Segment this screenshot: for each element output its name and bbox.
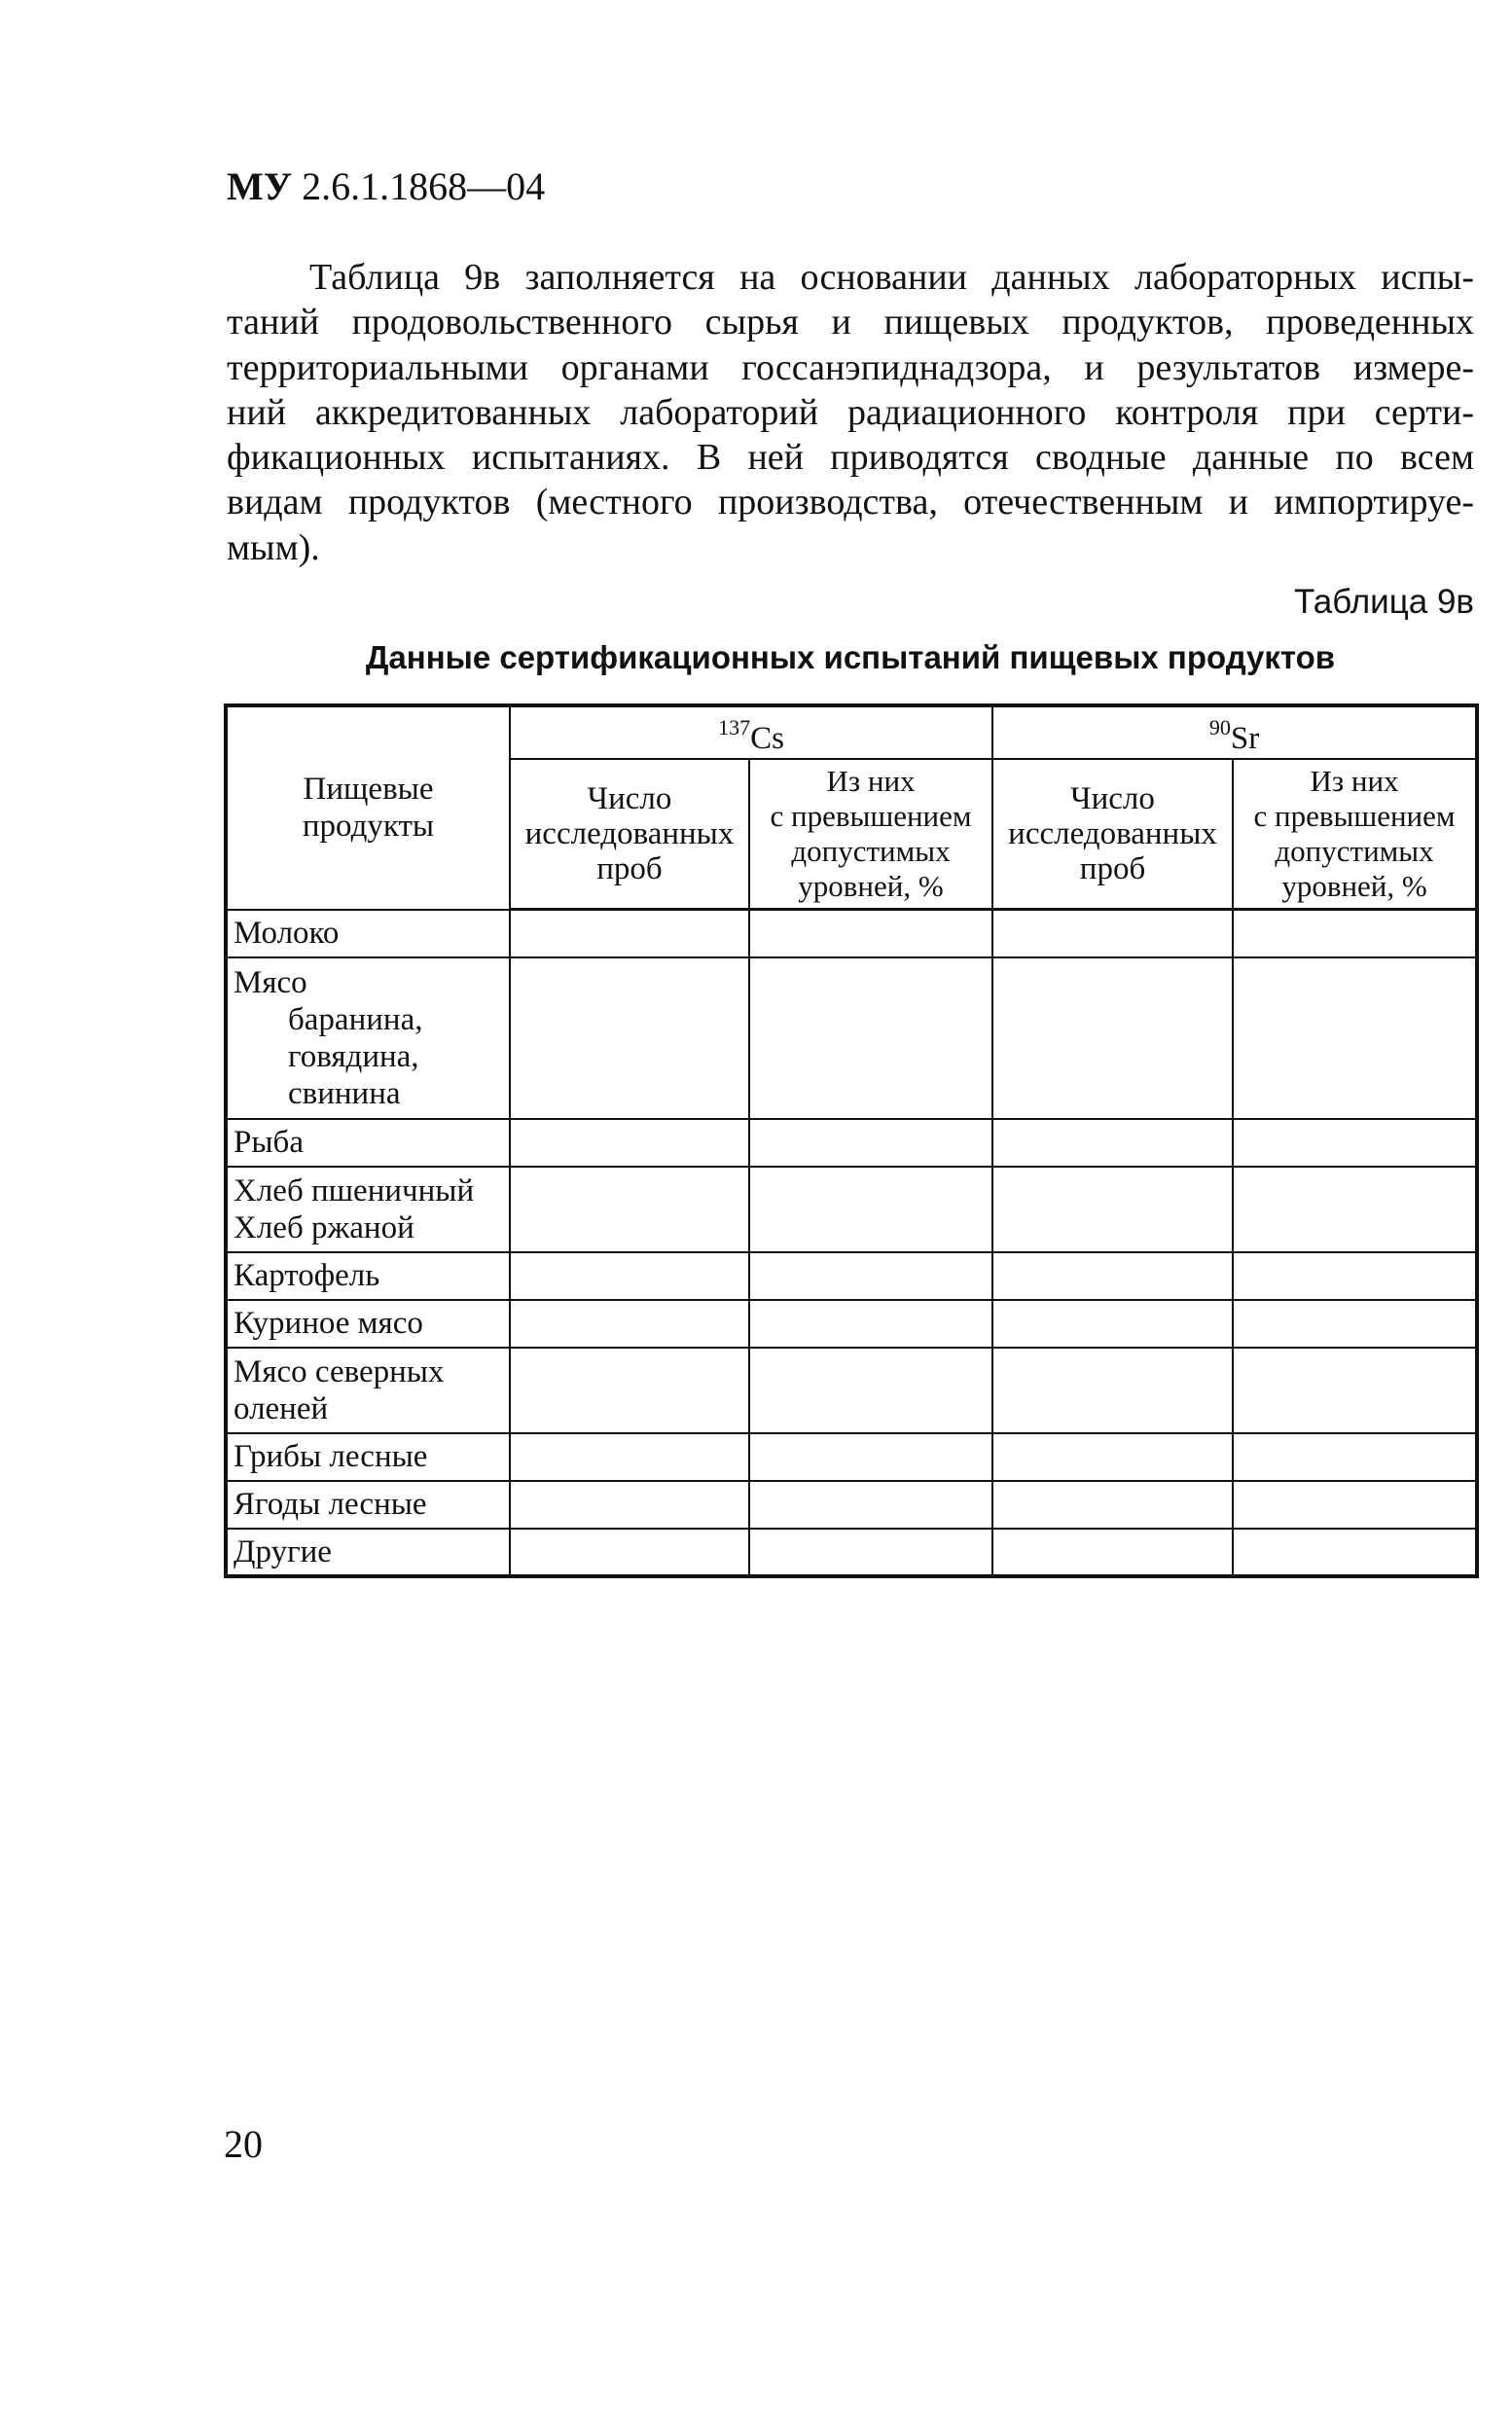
product-name: Ягоды лесные [226, 1481, 510, 1529]
cs-exceed-cell [749, 1481, 992, 1529]
intro-line: мым). [227, 526, 320, 568]
sr-sample-count-cell [992, 957, 1233, 1119]
cs-sample-count-cell [510, 1252, 749, 1300]
product-name: Рыба [226, 1119, 510, 1167]
sr-sample-count-cell [992, 1119, 1233, 1167]
table-header-row-isotopes [226, 705, 1477, 759]
sr-sample-count-cell [992, 1529, 1233, 1576]
table-row [226, 957, 1477, 1119]
table-row [226, 1119, 1477, 1167]
table-row [226, 1529, 1477, 1576]
sr-exceed-cell [1233, 910, 1477, 957]
cs-exceed-cell [749, 1167, 992, 1252]
table-row [226, 1300, 1477, 1348]
cs-exceed-cell [749, 910, 992, 957]
sr-exceed-cell [1233, 1300, 1477, 1348]
table-row [226, 1252, 1477, 1300]
cs-sample-count-cell [510, 910, 749, 957]
cs-sample-count-cell [510, 1348, 749, 1433]
cs-exceed-cell [749, 1348, 992, 1433]
sr-exceed-cell [1233, 1252, 1477, 1300]
sr-sample-count-cell [992, 1167, 1233, 1252]
table-title: Данные сертификационных испытаний пищевых продуктов [365, 639, 1336, 675]
intro-paragraph [227, 255, 1474, 570]
cs-exceed-cell [749, 1252, 992, 1300]
cs-sample-count-header: Число исследованных проб [510, 759, 749, 910]
sr-exceed-cell [1233, 957, 1477, 1119]
table-row [226, 1481, 1477, 1529]
product-column-header: Пищевые продукты [226, 705, 510, 910]
cs-exceed-cell [749, 1433, 992, 1481]
sr-exceed-cell [1233, 1433, 1477, 1481]
table-number: Таблица 9в [1293, 583, 1474, 621]
cs-sample-count-cell [510, 1481, 749, 1529]
product-name: Мясо баранина, говядина, свинина [226, 957, 510, 1119]
cs-sample-count-cell [510, 957, 749, 1119]
sr-exceed-cell [1233, 1167, 1477, 1252]
sr-exceed-header: Из них с превышением допустимых уровней, % [1233, 759, 1477, 910]
sr-sample-count-cell [992, 1252, 1233, 1300]
product-name: Другие [226, 1529, 510, 1576]
cs-exceed-cell [749, 1529, 992, 1576]
cs-exceed-cell [749, 957, 992, 1119]
table-row [226, 1167, 1477, 1252]
product-name: Грибы лесные [226, 1433, 510, 1481]
cs-exceed-cell [749, 1119, 992, 1167]
cs-sample-count-cell [510, 1119, 749, 1167]
cs-sample-count-cell [510, 1529, 749, 1576]
table-row [226, 1433, 1477, 1481]
product-name: Картофель [226, 1252, 510, 1300]
isotope-sr-header: $^{90}$Sr [992, 705, 1477, 759]
intro-line: территориальными органами госсанэпиднадзора, и результатов измере- [227, 346, 1474, 388]
sr-sample-count-header: Число исследованных проб [992, 759, 1233, 910]
sr-exceed-cell [1233, 1348, 1477, 1433]
sr-sample-count-cell [992, 910, 1233, 957]
sr-exceed-cell [1233, 1481, 1477, 1529]
intro-line: фикационных испытаниях. В ней приводятся сводные данные по всем [227, 437, 1474, 479]
certification-data-table [224, 703, 1479, 1578]
cs-sample-count-cell [510, 1300, 749, 1348]
table-row [226, 910, 1477, 957]
product-name: Куриное мясо [226, 1300, 510, 1348]
sr-sample-count-cell [992, 1481, 1233, 1529]
sr-exceed-cell [1233, 1119, 1477, 1167]
sr-sample-count-cell [992, 1433, 1233, 1481]
sr-sample-count-cell [992, 1300, 1233, 1348]
cs-sample-count-cell [510, 1167, 749, 1252]
table-row [226, 1348, 1477, 1433]
isotope-cs-header: $^{137}$Cs [510, 705, 992, 759]
document-code-prefix: МУ [227, 164, 293, 208]
sr-exceed-cell [1233, 1529, 1477, 1576]
intro-line: ний аккредитованных лабораторий радиационного контроля при серти- [227, 391, 1474, 433]
intro-line: видам продуктов (местного производства, отечественным и импортируе- [227, 482, 1474, 523]
intro-line: таний продовольственного сырья и пищевых продуктов, проведенных [227, 302, 1474, 343]
document-code-number: 2.6.1.1868—04 [292, 164, 546, 208]
product-name: Хлеб пшеничный Хлеб ржаной [226, 1167, 510, 1252]
sr-sample-count-cell [992, 1348, 1233, 1433]
intro-line: Таблица 9в заполняется на основании данных лабораторных испы- [309, 257, 1474, 298]
page-number: 20 [224, 2122, 263, 2166]
document-code [227, 163, 545, 210]
product-name: Мясо северных оленей [226, 1348, 510, 1433]
cs-sample-count-cell [510, 1433, 749, 1481]
product-name: Молоко [226, 910, 510, 957]
cs-exceed-header: Из них с превышением допустимых уровней, % [749, 759, 992, 910]
cs-exceed-cell [749, 1300, 992, 1348]
